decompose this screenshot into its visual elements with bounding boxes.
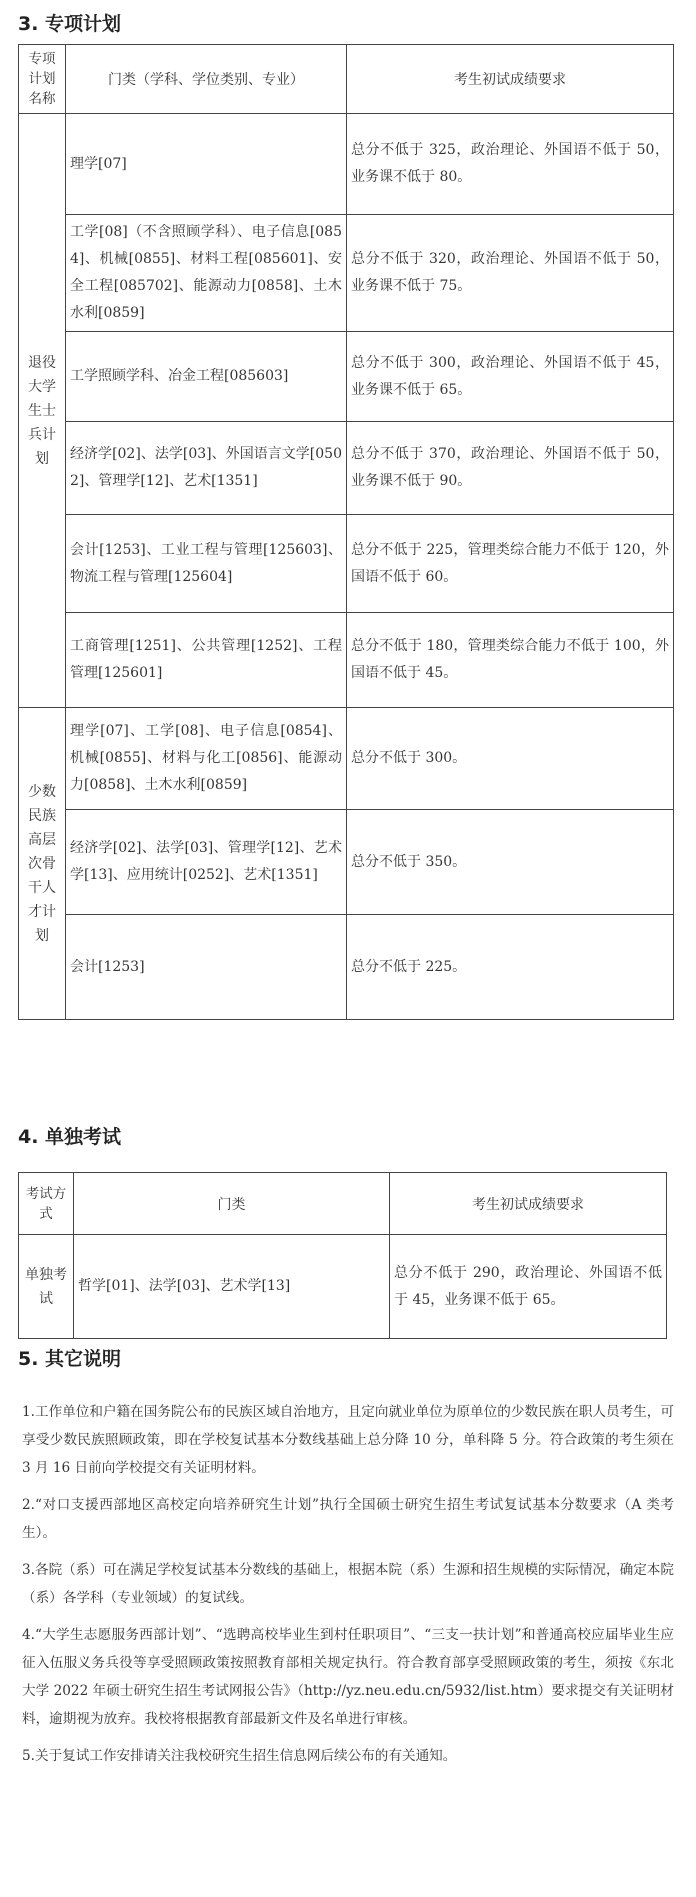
requirement-cell: 总分不低于 180，管理类综合能力不低于 100，外国语不低于 45。 [347, 613, 674, 708]
requirement-cell: 总分不低于 370，政治理论、外国语不低于 50，业务课不低于 90。 [347, 422, 674, 515]
category-cell: 会计[1253] [66, 915, 347, 1020]
table-row [19, 515, 674, 613]
requirement-cell: 总分不低于 300。 [347, 708, 674, 810]
note-item: 5.关于复试工作安排请关注我校研究生招生信息网后续公布的有关通知。 [22, 1748, 457, 1764]
category-header: 门类（学科、学位类别、专业） [66, 45, 347, 114]
category-cell: 理学[07]、工学[08]、电子信息[0854]、机械[0855]、材料与化工[0856]、能源动力[0858]、土木水利[0859] [66, 708, 347, 810]
table-row [19, 915, 674, 1020]
section-4-title: 4. 单独考试 [18, 1126, 122, 1148]
requirement-cell: 总分不低于 320，政治理论、外国语不低于 50，业务课不低于 75。 [347, 215, 674, 332]
table-row [19, 114, 674, 215]
plan-name-header: 专项计划名称 [19, 45, 66, 114]
requirement-cell: 总分不低于 350。 [347, 810, 674, 915]
requirement-cell: 总分不低于 290，政治理论、外国语不低于 45，业务课不低于 65。 [390, 1235, 667, 1339]
category-cell: 哲学[01]、法学[03]、艺术学[13] [74, 1235, 390, 1339]
table-row [19, 215, 674, 332]
category-cell: 经济学[02]、法学[03]、外国语言文学[0502]、管理学[12]、艺术[1351] [66, 422, 347, 515]
table-row [19, 332, 674, 422]
note-item: 2.“对口支援西部地区高校定向培养研究生计划”执行全国硕士研究生招生考试复试基本分数要求（A 类考生）。 [22, 1497, 674, 1541]
note-item: 4.“大学生志愿服务西部计划”、“选聘高校毕业生到村任职项目”、“三支一扶计划”和普通高校应届毕业生应征入伍服义务兵役等享受照顾政策按照教育部相关规定执行。符合教育部享受照顾政策的考生，须按《东北大学 2022 年硕士研究生招生考试网报公告》（http://yz.neu.edu.cn/5932/list.htm）要求提交有关证明材料，逾期视为放弃。我校将根据教育部最新文件及名单进行审核。 [22, 1627, 674, 1727]
requirement-cell: 总分不低于 325，政治理论、外国语不低于 50，业务课不低于 80。 [347, 114, 674, 215]
section-5-title: 5. 其它说明 [18, 1348, 122, 1370]
category-cell: 工学照顾学科、冶金工程[085603] [66, 332, 347, 422]
table-header-row [19, 1173, 667, 1235]
special-plan-table [18, 44, 674, 1020]
exam-method-cell: 单独考试 [19, 1235, 74, 1339]
plan-group-minority: 少数民族高层次骨干人才计划 [19, 708, 66, 1020]
category-cell: 工商管理[1251]、公共管理[1252]、工程管理[125601] [66, 613, 347, 708]
requirement-header: 考生初试成绩要求 [347, 45, 674, 114]
table-row [19, 422, 674, 515]
notes-list [22, 1398, 674, 1779]
category-cell: 工学[08]（不含照顾学科）、电子信息[0854]、机械[0855]、材料工程[085601]、安全工程[085702]、能源动力[0858]、土木水利[0859] [66, 215, 347, 332]
requirement-cell: 总分不低于 300，政治理论、外国语不低于 45，业务课不低于 65。 [347, 332, 674, 422]
requirement-cell: 总分不低于 225，管理类综合能力不低于 120，外国语不低于 60。 [347, 515, 674, 613]
table-row [19, 810, 674, 915]
table-row [19, 613, 674, 708]
category-cell: 理学[07] [66, 114, 347, 215]
category-cell: 经济学[02]、法学[03]、管理学[12]、艺术学[13]、应用统计[0252]、艺术[1351] [66, 810, 347, 915]
plan-group-veteran: 退役大学生士兵计划 [19, 114, 66, 708]
table-header-row [19, 45, 674, 114]
requirement-header: 考生初试成绩要求 [390, 1173, 667, 1235]
independent-exam-table [18, 1172, 667, 1339]
requirement-cell: 总分不低于 225。 [347, 915, 674, 1020]
section-3-title: 3. 专项计划 [18, 13, 122, 35]
table-row [19, 1235, 667, 1339]
category-header: 门类 [74, 1173, 390, 1235]
category-cell: 会计[1253]、工业工程与管理[125603]、物流工程与管理[125604] [66, 515, 347, 613]
table-row [19, 708, 674, 810]
note-item: 3.各院（系）可在满足学校复试基本分数线的基础上，根据本院（系）生源和招生规模的实际情况，确定本院（系）各学科（专业领域）的复试线。 [22, 1562, 674, 1606]
exam-method-header: 考试方式 [19, 1173, 74, 1235]
note-item: 1.工作单位和户籍在国务院公布的民族区域自治地方，且定向就业单位为原单位的少数民族在职人员考生，可享受少数民族照顾政策，即在学校复试基本分数线基础上总分降 10 分，单科降 5 分。符合政策的考生须在 3 月 16 日前向学校提交有关证明材料。 [22, 1404, 674, 1476]
